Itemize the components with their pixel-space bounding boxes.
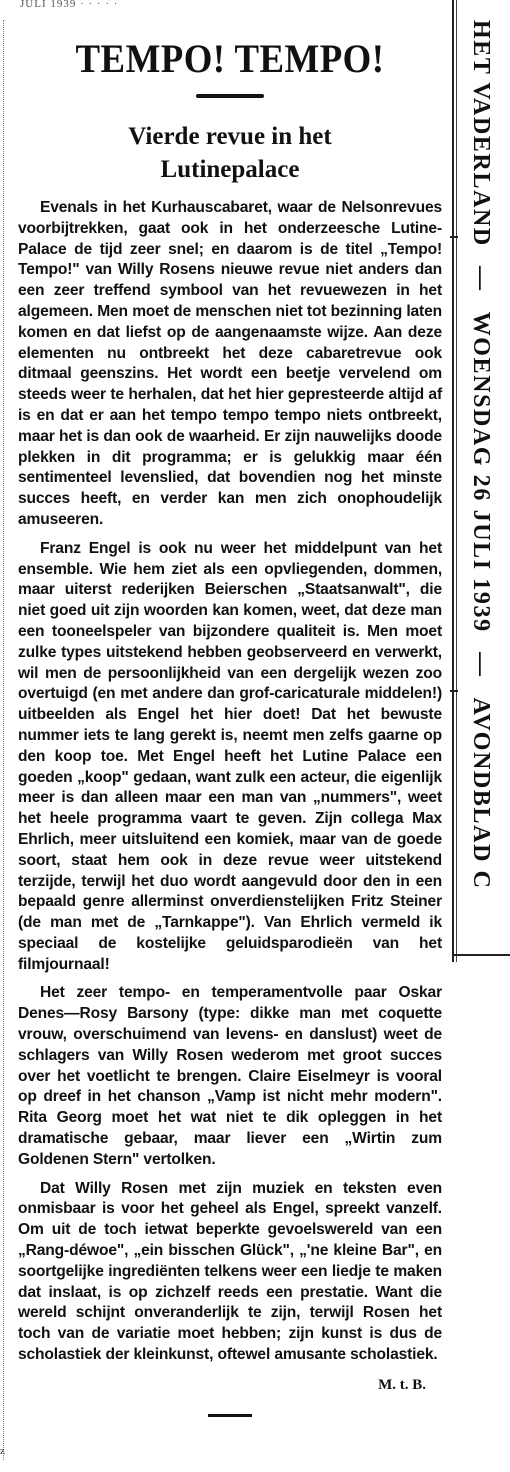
headline-divider: [196, 94, 264, 98]
subheading-line-1: Vierde revue in het: [128, 123, 332, 150]
newspaper-dateline: [466, 20, 496, 890]
author-signature: M. t. B.: [378, 1376, 426, 1393]
article-paragraph-1: Evenals in het Kurhauscabaret, waar de Nelsonrevues voorbijtrekken, gaat ook in het onderzeesche Lutine-Palace de tijd zeer snel; en daarom is de titel „Tempo! Tempo!" van Willy Rosens nieuwe revue niet anders dan een zeer treffend symbool van het revuewezen in het algemeen. Men moet de menschen niet tot bezinning laten komen en dat liefst op de aangenaamste wijze. Aan deze elementen nu ontbreekt het deze cabaretrevue ook ditmaal geenszins. Het wordt een beetje vervelend om steeds weer te herhalen, dat het hier gepresteerde altijd af is en dat er aan het tempo tempo tempo niets ontbreekt, maar het is dan ook de waarheid. Er zijn nauwelijks doode plekken in dit programma; er is gelukkig maar één sentimenteel levenslied, dat bovendien nog het minste succes heeft, en verder kan men zich onophoudelijk amuseeren.: [18, 199, 442, 528]
article-headline: TEMPO! TEMPO!: [75, 36, 385, 81]
margin-rule-thin: [456, 0, 457, 962]
article-column: [18, 26, 442, 1417]
subheading-line-2: Lutinepalace: [160, 156, 300, 183]
cropped-header-fragment: JULI 1939 · · · · ·: [20, 0, 119, 8]
newspaper-name: HET VADERLAND: [468, 20, 494, 247]
margin-rule-tick: [450, 690, 458, 692]
article-paragraph-2: Franz Engel is ook nu weer het middelpunt van het ensemble. Wie hem ziet als een opvliegenden, dommen, maar uiterst rederijken Beierschen „Staatsanwalt", die niet goed uit zijn woorden kan komen, weet, dat deze man een tooneelspeler van bijzondere qualiteit is. Men moet zulke types uitstekend hebben geobserveerd en verwerkt, wil men de persoonlijkheid van een dergelijk wezen zoo overtuigd (en met andere dan grof-caricaturale middelen!) uitbeelden als Engel het hier doet! Dat het bewuste nummer iets te lang gerekt is, neemt men zelfs gaarne op den koop toe. Met Engel heeft het Lutine Palace een goeden „koop" gedaan, want zulk een acteur, die eigenlijk meer is dan alleen maar een man van „nummers", weet het heele programma vaart te geven. Zijn collega Max Ehrlich, meer uitsluitend een komiek, maar van de goede soort, staat hem ook in deze revue weer uitstekend terzijde, terwijl het duo wordt aangevuld door den in een bepaald genre allerminst onverdienstelijken Fritz Steiner (de man met de „Tarnkappe"). Van Ehrlich vermeld ik speciaal de kostelijke geluidsparodieën van het filmjournaal!: [18, 539, 442, 973]
issue-date: WOENSDAG 26 JULI 1939: [468, 311, 494, 633]
dateline-separator: —: [468, 652, 494, 678]
left-page-edge: [3, 20, 9, 1460]
article-paragraph-3: Het zeer tempo- en temperamentvolle paar Oskar Denes—Rosy Barsony (type: dikke man met coquette vrouw, overschuimend van levens- en danslust) weet de schlagers van Willy Rosen wederom met groot succes over het voetlicht te brengen. Claire Eiselmeyr is vooral op dreef in het chanson „Vamp ist nicht mehr modern". Rita Georg moet het wat niet te dik opleggen in het dramatische gebaar, maar liever een „Wirtin zum Goldenen Stern" vertolken.: [18, 984, 442, 1168]
article-paragraph-4: Dat Willy Rosen met zijn muziek en teksten even onmisbaar is voor het geheel als Engel, spreekt vanzelf. Om uit de toch ietwat beperkte gevoelswereld van een „Rang-déwoe", „ein bisschen Glück", „'ne kleine Bar", en soortgelijke ingrediënten telkens weer een liedje te maken dat inslaat, is op zichzelf reeds een prestatie. Want die wereld schijnt onveranderlijk te zijn, terwijl Rosen het toch van de variatie moet hebben; zijn kunst is dus de scholastiek der kleinkunst, oftewel amusante scholastiek.: [18, 1179, 442, 1364]
edition-label: AVONDBLAD C: [468, 697, 494, 890]
margin-rule-thick: [452, 0, 454, 962]
margin-rule-tick: [450, 236, 458, 238]
article-subheading: [18, 120, 442, 186]
margin-bottom-rule: [452, 954, 510, 956]
article-end-rule: [208, 1414, 252, 1417]
newspaper-margin-strip: [448, 0, 510, 1472]
dateline-separator: —: [468, 266, 494, 293]
cropped-left-fragment: z: [0, 1445, 5, 1457]
